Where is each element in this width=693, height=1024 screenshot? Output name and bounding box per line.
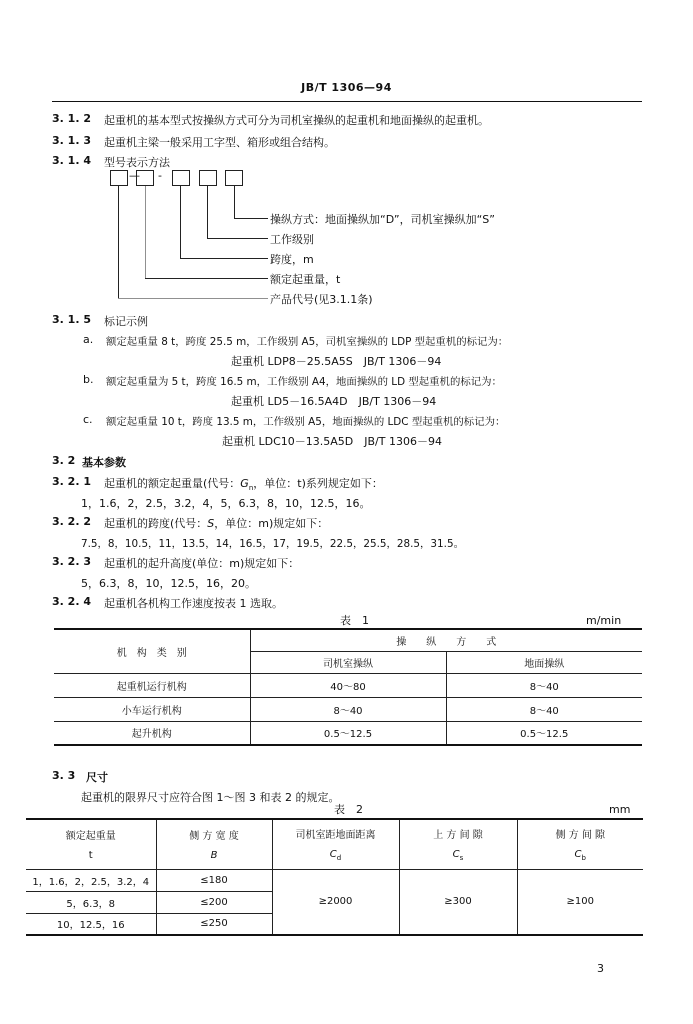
diagram-label-class: 工作级别 — [270, 233, 314, 246]
table2-cell: ≤200 — [156, 891, 272, 913]
code-box-span — [172, 170, 190, 186]
header-symbol-group — [273, 849, 399, 862]
table-row — [54, 721, 642, 745]
table1-cell: 8～40 — [446, 673, 642, 697]
table2-header-top-clearance — [399, 819, 517, 869]
table2-header-capacity — [26, 819, 156, 869]
header-symbol-subscript: s — [459, 854, 464, 863]
diagram-label-operation: 操纵方式：地面操纵加“D”，司机室操纵加“S” — [270, 213, 495, 226]
page-number: 3 — [597, 962, 604, 975]
leader-line — [234, 186, 235, 218]
code-box-class — [199, 170, 217, 186]
diagram-label-span: 跨度，m — [270, 253, 314, 266]
table2-title: 表 2 — [334, 803, 363, 816]
clause-text — [104, 475, 383, 492]
code-separator: — — [129, 169, 140, 182]
symbol-subscript: n — [248, 484, 254, 493]
example-text: 额定起重量为 5 t，跨度 16.5 m，工作级别 A4，地面操纵的 LD 型起重机的标记为： — [106, 376, 502, 388]
table2-cell-side-clearance: ≥100 — [517, 869, 643, 935]
table1-header-ground: 地面操纵 — [446, 651, 642, 673]
leader-line — [145, 278, 268, 279]
leader-line — [118, 186, 119, 298]
header-label: 额定起重量 — [65, 831, 116, 843]
table2-header-side-width — [156, 819, 272, 869]
leader-line — [145, 186, 146, 278]
clause-text-part: 起重机的跨度(代号： — [104, 517, 208, 530]
leader-line — [180, 186, 181, 258]
value-series: 1，1.6，2，2.5，3.2，4，5，6.3，8，10，12.5，16。 — [81, 497, 371, 510]
header-symbol-subscript: b — [581, 854, 586, 863]
header-symbol: C — [452, 849, 460, 861]
leader-line — [207, 186, 208, 238]
example-code: 起重机 LDP8－25.5A5S JB/T 1306－94 — [231, 355, 442, 368]
table1-cell: 起升机构 — [54, 721, 250, 745]
code-box-operation — [225, 170, 243, 186]
table2-cell: 5，6.3，8 — [26, 891, 156, 913]
document-header: JB/T 1306—94 — [301, 81, 392, 94]
table2-cell: ≤180 — [156, 869, 272, 891]
header-unit: t — [88, 850, 93, 862]
clause-text: 起重机各机构工作速度按表 1 选取。 — [104, 597, 283, 610]
table2-header-side-clearance — [517, 819, 643, 869]
table1-cell: 8～40 — [250, 697, 446, 721]
table1-header-cab: 司机室操纵 — [250, 651, 446, 673]
diagram-label-capacity: 额定起重量，t — [270, 273, 341, 286]
example-mark: c. — [83, 413, 93, 426]
clause-text: 起重机主梁一般采用工字型、箱形或组合结构。 — [104, 136, 335, 149]
header-label: 侧 方 宽 度 — [189, 831, 239, 843]
symbol: G — [240, 477, 249, 490]
clause-title: 标记示例 — [104, 315, 148, 328]
header-symbol-group — [400, 849, 517, 862]
code-box-capacity — [136, 170, 154, 186]
leader-line — [207, 238, 268, 239]
clause-number: 3. 2. 3 — [52, 555, 91, 568]
table1-title: 表 1 — [340, 614, 369, 627]
leader-line — [180, 258, 268, 259]
clause-number: 3. 1. 3 — [52, 134, 91, 147]
diagram-label-product-code: 产品代号(见3.1.1条) — [270, 293, 373, 306]
section-title: 尺寸 — [86, 771, 108, 784]
value-series: 7.5，8，10.5，11，13.5，14，16.5，17，19.5，22.5，25.5，28.5，31.5。 — [81, 538, 464, 550]
header-symbol: C — [329, 849, 337, 861]
header-symbol-subscript: d — [336, 854, 342, 863]
clause-text-part: ，单位：m)规定如下： — [214, 517, 329, 530]
clause-text: 起重机的起升高度(单位：m)规定如下： — [104, 557, 300, 570]
table2-unit: mm — [609, 803, 631, 816]
header-label: 侧 方 间 隙 — [555, 830, 606, 842]
header-rule — [52, 101, 642, 102]
table1-cell: 0.5～12.5 — [250, 721, 446, 745]
table2-cell-cab-height: ≥2000 — [272, 869, 399, 935]
clause-text: 起重机的基本型式按操纵方式可分为司机室操纵的起重机和地面操纵的起重机。 — [104, 114, 489, 127]
section-text: 起重机的限界尺寸应符合图 1～图 3 和表 2 的规定。 — [81, 791, 340, 804]
table1 — [54, 628, 642, 746]
value-series: 5，6.3，8，10，12.5，16，20。 — [81, 577, 256, 590]
table2-cell-top-clearance: ≥300 — [399, 869, 517, 935]
header-symbol: B — [210, 850, 218, 862]
header-symbol: C — [574, 849, 582, 861]
clause-title: 型号表示方法 — [104, 156, 170, 169]
table2 — [26, 818, 643, 936]
clause-number: 3. 1. 5 — [52, 313, 91, 326]
clause-text — [104, 515, 328, 531]
table2-cell: 10，12.5，16 — [26, 913, 156, 935]
clause-number: 3. 2. 1 — [52, 475, 91, 488]
clause-number: 3. 1. 2 — [52, 112, 91, 125]
example-text: 额定起重量 10 t，跨度 13.5 m，工作级别 A5，地面操纵的 LDC 型起重机的标记为： — [106, 416, 506, 428]
table1-header-mechanism: 机 构 类 别 — [54, 629, 250, 673]
table1-cell: 起重机运行机构 — [54, 673, 250, 697]
table1-header-operation: 操 纵 方 式 — [250, 629, 642, 651]
example-mark: b. — [83, 373, 94, 386]
clause-text-part: ，单位：t)系列规定如下： — [253, 477, 383, 490]
section-number: 3. 2 — [52, 454, 76, 467]
table-row — [26, 869, 643, 891]
table1-cell: 40～80 — [250, 673, 446, 697]
section-number: 3. 3 — [52, 769, 76, 782]
header-label: 司机室距地面距离 — [295, 830, 376, 842]
example-text: 额定起重量 8 t，跨度 25.5 m，工作级别 A5，司机室操纵的 LDP 型起重机的标记为： — [106, 336, 509, 348]
example-mark: a. — [83, 333, 94, 346]
clause-number: 3. 1. 4 — [52, 154, 91, 167]
table1-unit: m/min — [586, 614, 622, 627]
leader-line — [234, 218, 268, 219]
header-label: 上 方 间 隙 — [433, 830, 483, 842]
table1-cell: 8～40 — [446, 697, 642, 721]
leader-line — [118, 298, 268, 299]
table-row — [54, 697, 642, 721]
symbol: S — [207, 517, 215, 530]
table-row — [54, 673, 642, 697]
code-box-product — [110, 170, 128, 186]
example-code: 起重机 LDC10－13.5A5D JB/T 1306－94 — [222, 435, 442, 448]
table1-cell: 0.5～12.5 — [446, 721, 642, 745]
example-code: 起重机 LD5－16.5A4D JB/T 1306－94 — [231, 395, 437, 408]
section-title: 基本参数 — [82, 456, 126, 469]
code-separator: - — [158, 169, 162, 182]
table1-cell: 小车运行机构 — [54, 697, 250, 721]
clause-number: 3. 2. 2 — [52, 515, 91, 528]
clause-text-part: 起重机的额定起重量(代号： — [104, 477, 241, 490]
table2-cell: 1，1.6，2，2.5，3.2，4 — [26, 869, 156, 891]
header-symbol-group — [518, 849, 644, 862]
table2-cell: ≤250 — [156, 913, 272, 935]
clause-number: 3. 2. 4 — [52, 595, 91, 608]
table2-header-cab-height — [272, 819, 399, 869]
